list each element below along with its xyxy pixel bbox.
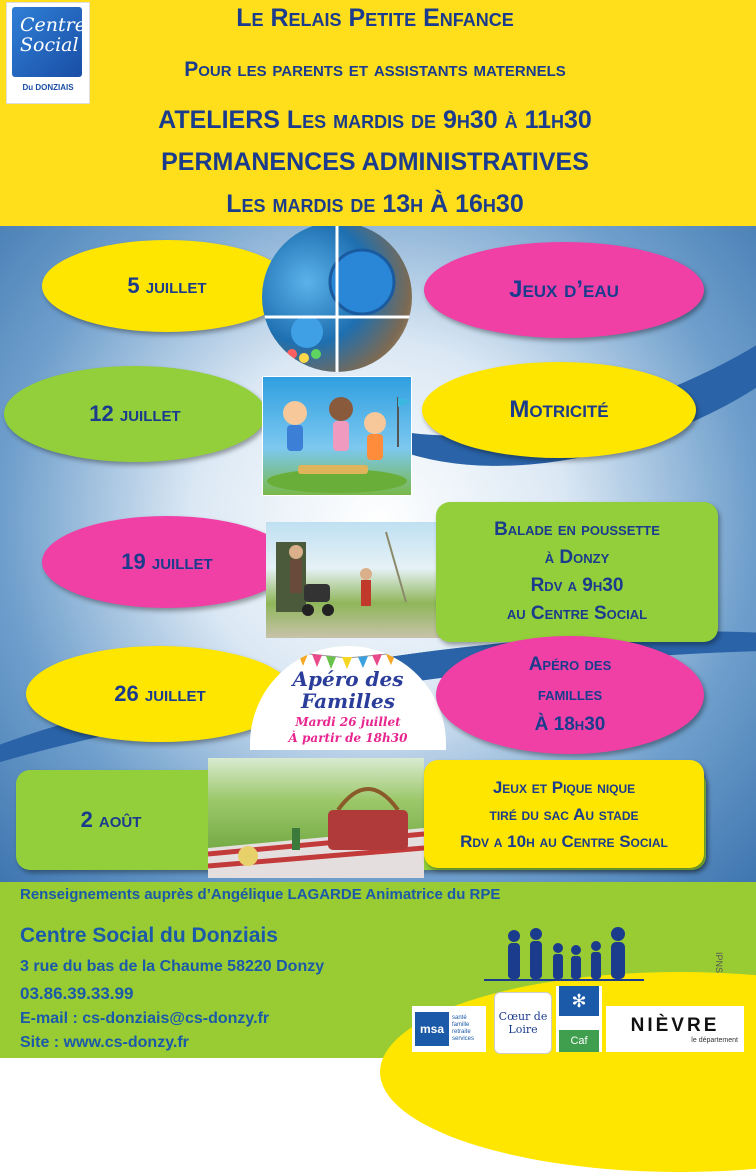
audience-line: Pour les parents et assistants maternels — [184, 58, 566, 81]
motricite-illustration — [262, 376, 412, 496]
caf-logo — [556, 986, 602, 1052]
apero-time: À partir de 18h30 — [288, 731, 408, 745]
phone[interactable]: 03.86.39.33.99 — [20, 984, 134, 1003]
event-date: 5 juillet — [127, 273, 207, 298]
event-activity-motricite — [422, 362, 696, 458]
event-activity-line: À 18h30 — [534, 714, 606, 735]
nievre-sub: le département — [691, 1036, 738, 1044]
event-date-5-juillet — [42, 240, 292, 332]
event-activity-pique-nique — [424, 760, 704, 868]
stroller-walk-photo — [266, 522, 440, 638]
event-activity-line: à Donzy — [544, 547, 610, 568]
nievre-label: NIÈVRE — [630, 1014, 720, 1036]
logo-line2: Social — [20, 34, 79, 56]
msa-logo — [412, 1006, 486, 1052]
snowflake-icon: ✻ — [559, 986, 599, 1016]
event-activity: Motricité — [509, 396, 609, 423]
page-title: Le Relais Petite Enfance — [236, 4, 514, 32]
children-playing-icon — [263, 377, 411, 495]
event-activity-line: Rdv a 10h au Centre Social — [460, 831, 668, 851]
nievre-logo — [606, 1006, 744, 1052]
event-activity-balade — [436, 502, 718, 642]
event-activity-line: Balade en poussette — [494, 519, 660, 540]
event-date: 19 juillet — [121, 549, 213, 574]
contact-info: Renseignements auprès d’Angélique LAGARDE Animatrice du RPE — [20, 886, 501, 903]
address: 3 rue du bas de la Chaume 58220 Donzy — [20, 958, 325, 975]
apero-date: Mardi 26 juillet — [295, 715, 401, 729]
event-date-2-aout — [16, 770, 206, 870]
logo-subtitle: Du DONZIAIS — [22, 83, 74, 92]
apero-title-line2: Familles — [300, 689, 395, 713]
event-date: 26 juillet — [114, 681, 206, 706]
logo-line1: Centre — [20, 14, 86, 36]
event-activity: Jeux d’eau — [509, 276, 619, 303]
event-activity-line: tiré du sac Au stade — [489, 804, 639, 824]
event-activity-line: Jeux et Pique nique — [492, 777, 636, 797]
event-activity-line: Apéro des — [528, 654, 612, 675]
apero-title-line1: Apéro des — [292, 667, 404, 691]
event-activity-apero — [436, 636, 704, 754]
ipns-label: IPNS — [714, 952, 724, 974]
stroller-walk-icon — [266, 522, 440, 638]
centre-social-logo — [6, 2, 90, 104]
website[interactable]: Site : www.cs-donzy.fr — [20, 1034, 189, 1051]
event-activity-jeux-d-eau — [424, 242, 704, 338]
event-date-19-juillet — [42, 516, 292, 608]
event-date-12-juillet — [4, 366, 266, 462]
msa-line: famille — [452, 1022, 470, 1028]
water-play-icon — [262, 226, 412, 372]
event-date: 2 août — [80, 807, 142, 832]
header-banner — [0, 0, 756, 226]
office-hours-title: PERMANENCES ADMINISTRATIVES — [161, 148, 589, 176]
footer — [0, 882, 756, 1058]
msa-mark: msa — [415, 1012, 449, 1046]
workshops-line: ATELIERS Les mardis de 9h30 à 11h30 — [158, 106, 592, 134]
family-silhouette-icon — [484, 924, 644, 984]
msa-line: services — [452, 1036, 475, 1042]
logo-mark — [12, 7, 86, 77]
picnic-basket-icon — [208, 758, 424, 878]
events-section — [0, 226, 756, 882]
msa-line: santé — [452, 1015, 467, 1021]
event-activity-line: au Centre Social — [506, 603, 648, 624]
event-activity-line: Rdv a 9h30 — [530, 575, 624, 596]
caf-label: Caf — [559, 1030, 599, 1052]
water-play-photo — [262, 226, 412, 372]
event-activity-line: familles — [537, 684, 603, 705]
event-date: 12 juillet — [89, 401, 181, 426]
office-hours-time: Les mardis de 13h À 16h30 — [226, 190, 524, 218]
coeur-de-loire-logo: Cœur de Loire — [494, 992, 552, 1054]
msa-line: retraite — [452, 1029, 471, 1035]
org-name: Centre Social du Donziais — [20, 924, 278, 947]
picnic-photo — [208, 758, 424, 878]
email[interactable]: E-mail : cs-donziais@cs-donzy.fr — [20, 1010, 270, 1027]
apero-familles-image — [250, 646, 446, 750]
